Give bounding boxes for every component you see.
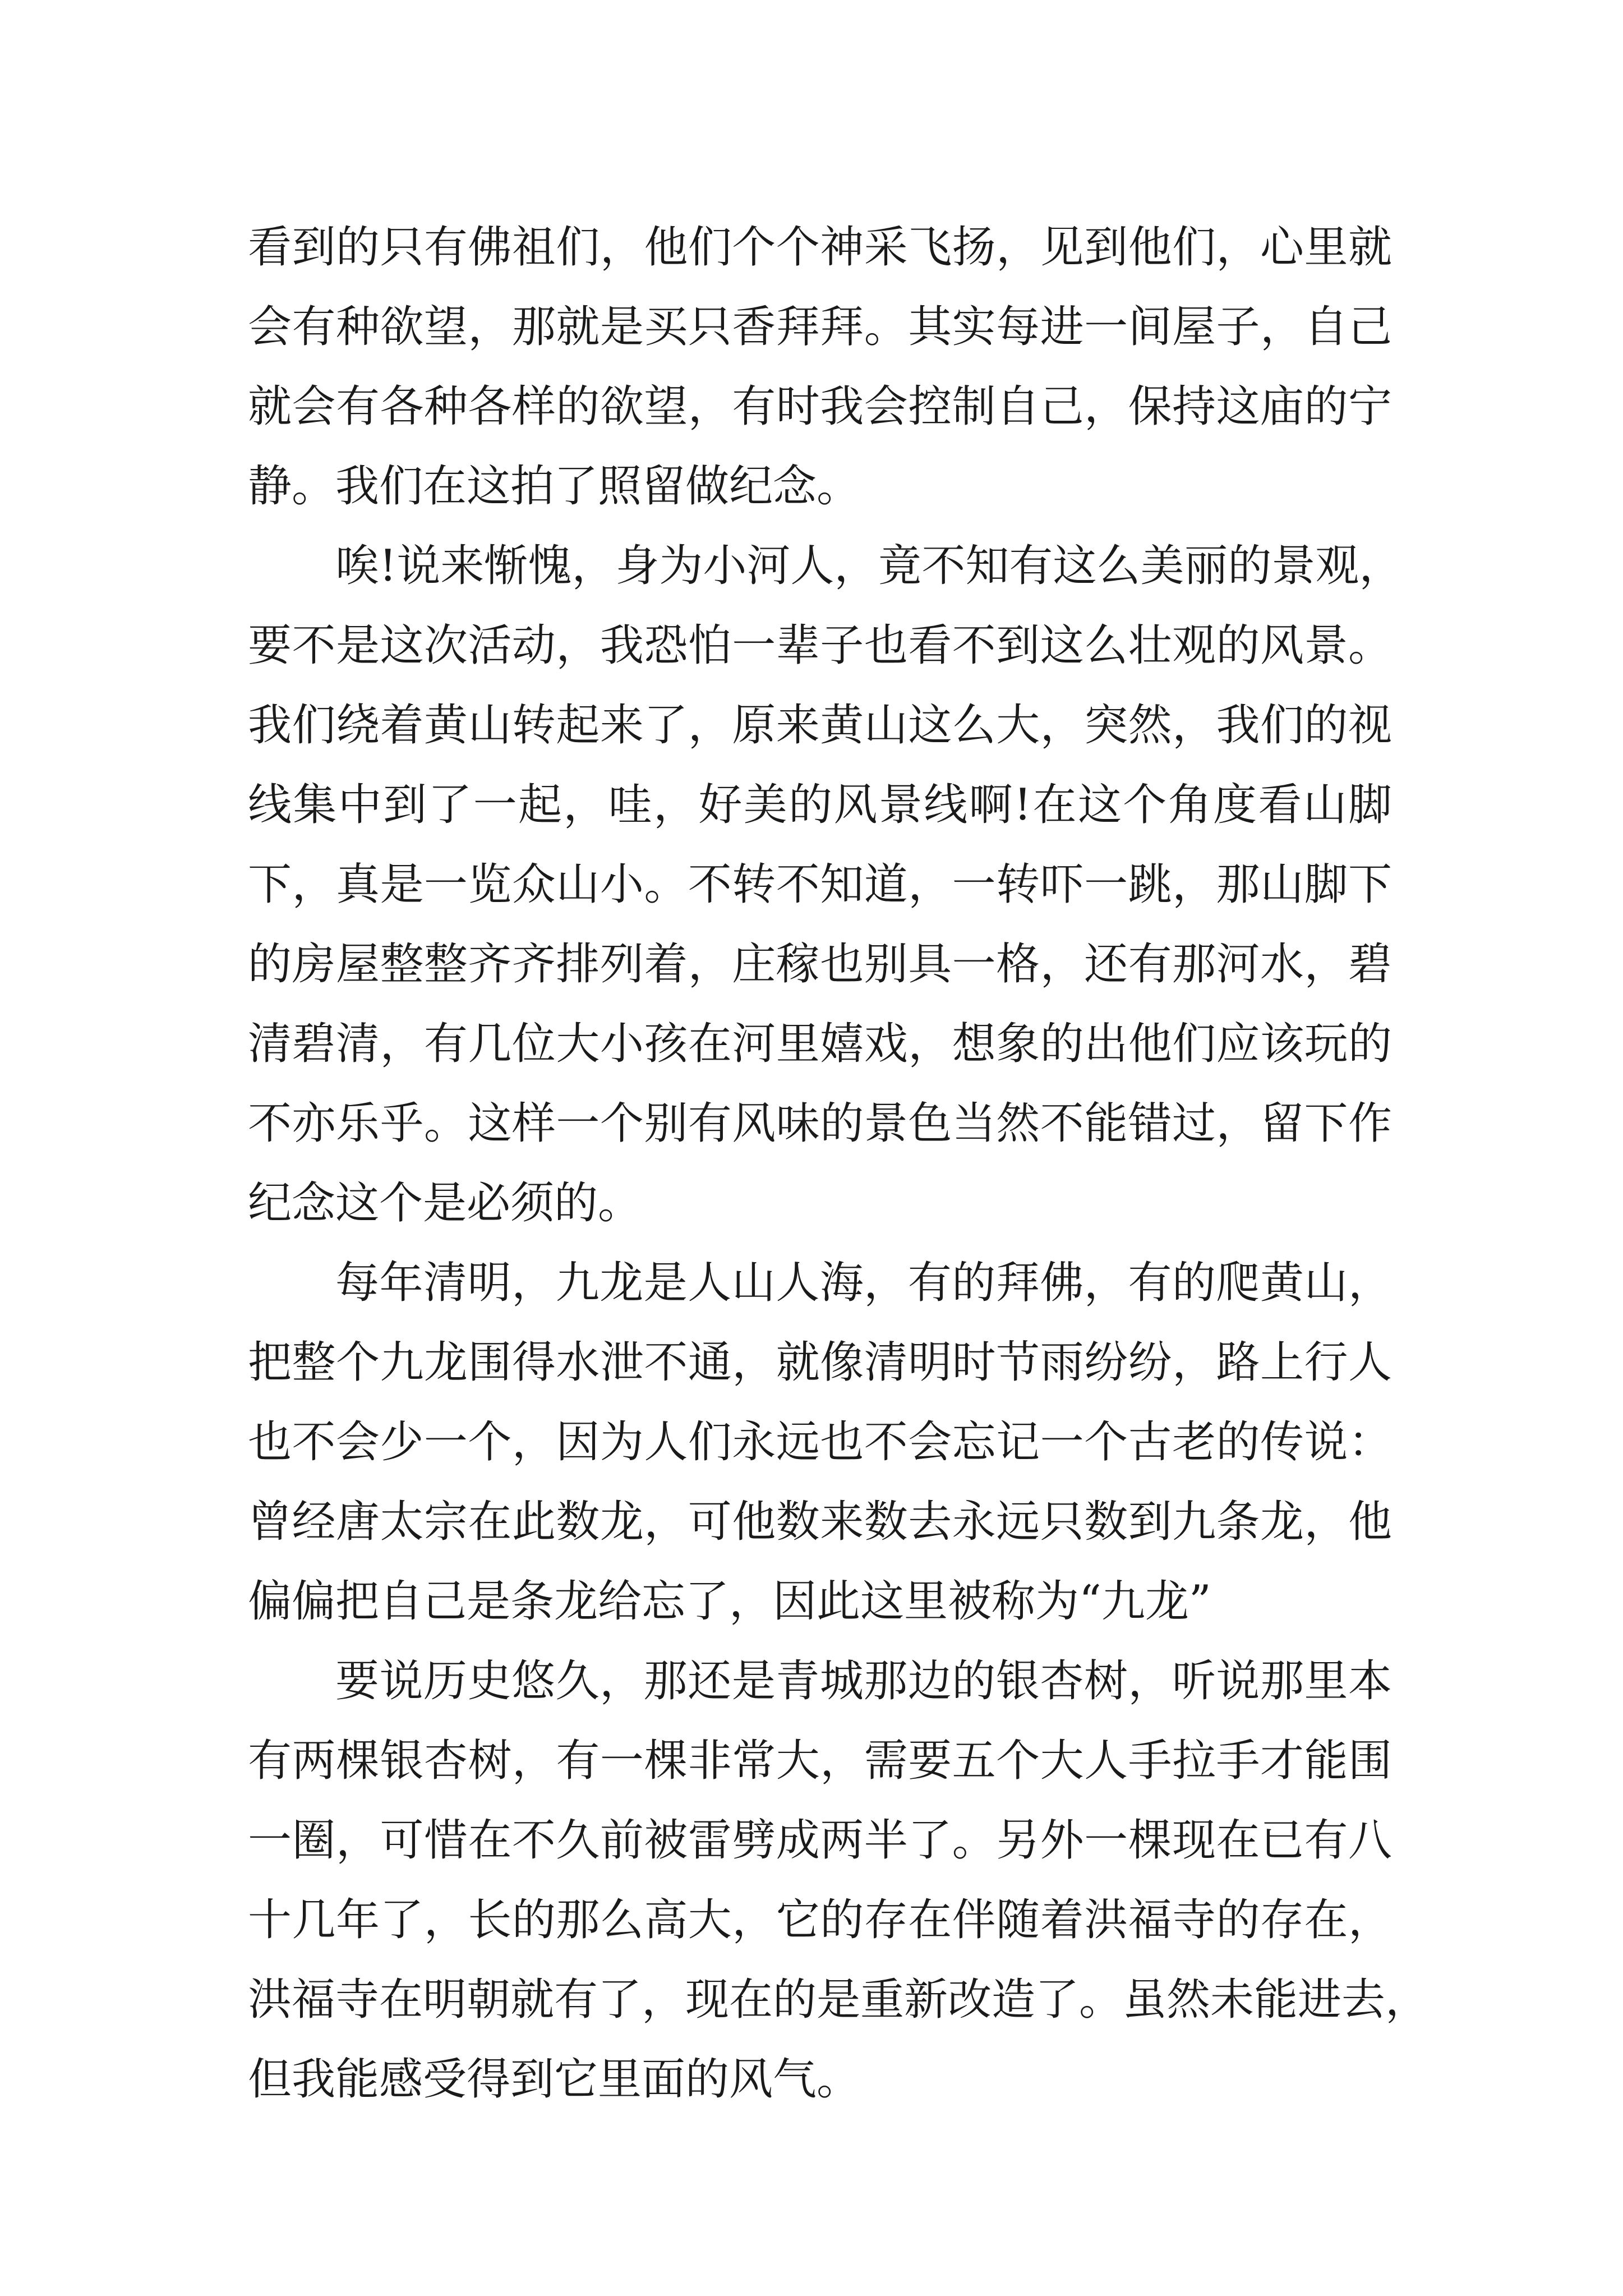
text-line: 曾经唐太宗在此数龙，可他数来数去永远只数到九条龙，他 bbox=[248, 1497, 1392, 1547]
text-line: 把整个九龙围得水泄不通，就像清明时节雨纷纷，路上行人 bbox=[248, 1337, 1392, 1388]
text-line: 要说历史悠久，那还是青城那边的银杏树，听说那里本 bbox=[335, 1656, 1392, 1706]
text-line: 会有种欲望，那就是买只香拜拜。其实每进一间屋子，自己 bbox=[248, 302, 1392, 352]
text-line: 要不是这次活动，我恐怕一辈子也看不到这么壮观的风景。 bbox=[248, 620, 1392, 671]
text-line: 一圈，可惜在不久前被雷劈成两半了。另外一棵现在已有八 bbox=[248, 1815, 1392, 1866]
document-body bbox=[248, 208, 1430, 2119]
text-line: 有两棵银杏树，有一棵非常大，需要五个大人手拉手才能围 bbox=[248, 1736, 1392, 1786]
text-line: 唉!说来惭愧，身为小河人，竟不知有这么美丽的景观， bbox=[335, 541, 1403, 591]
text-line: 纪念这个是必须的。 bbox=[248, 1178, 642, 1228]
text-line: 每年清明，九龙是人山人海，有的拜佛，有的爬黄山， bbox=[335, 1258, 1392, 1308]
text-line: 看到的只有佛祖们，他们个个神采飞扬，见到他们，心里就 bbox=[248, 222, 1392, 273]
text-line: 十几年了，长的那么高大，它的存在伴随着洪福寺的存在， bbox=[248, 1895, 1392, 1945]
text-line: 下，真是一览众山小。不转不知道，一转吓一跳，那山脚下 bbox=[248, 859, 1392, 910]
text-line: 线集中到了一起，哇，好美的风景线啊!在这个角度看山脚 bbox=[248, 780, 1392, 830]
text-line: 清碧清，有几位大小孩在河里嬉戏，想象的出他们应该玩的 bbox=[248, 1019, 1392, 1069]
text-line: 偏偏把自己是条龙给忘了，因此这里被称为“九龙” bbox=[248, 1576, 1211, 1627]
text-line: 不亦乐乎。这样一个别有风味的景色当然不能错过，留下作 bbox=[248, 1098, 1392, 1149]
text-line: 的房屋整整齐齐排列着，庄稼也别具一格，还有那河水，碧 bbox=[248, 939, 1392, 990]
text-line: 也不会少一个，因为人们永远也不会忘记一个古老的传说： bbox=[248, 1417, 1392, 1467]
text-line: 就会有各种各样的欲望，有时我会控制自己，保持这庙的宁 bbox=[248, 381, 1392, 432]
text-line: 洪福寺在明朝就有了，现在的是重新改造了。虽然未能进去， bbox=[248, 1975, 1430, 2025]
text-line: 我们绕着黄山转起来了，原来黄山这么大，突然，我们的视 bbox=[248, 700, 1392, 751]
text-line: 静。我们在这拍了照留做纪念。 bbox=[248, 461, 861, 512]
text-line: 但我能感受得到它里面的风气。 bbox=[248, 2054, 861, 2105]
